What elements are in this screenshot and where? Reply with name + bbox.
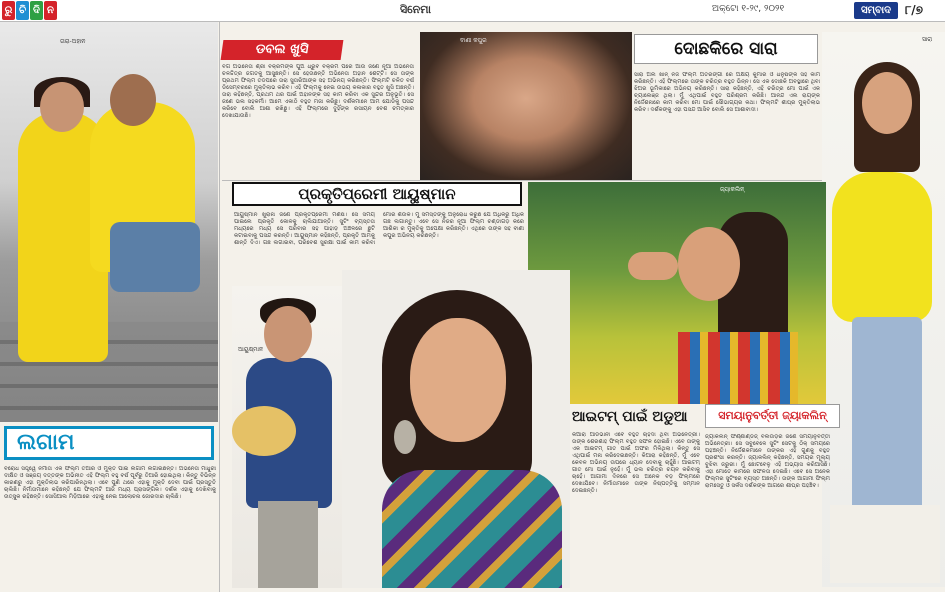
jacqueline-body: ଜ୍ୟାକଲିନ୍ ଫର୍ଣ୍ଣାଣ୍ଡିଜ୍ ବଲିଉଡ଼ର ଜଣେ ସମୟାନୁବର୍ତ୍ତୀ ଅଭିନେତ୍ରୀ। ସେ ସବୁବେଳେ ସୁଟିଂ ସେଟକୁ ଠିକ୍ ସମୟରେ ପହଞ୍ଚନ୍ତି। ନିର୍ଦ୍ଦେଶକମାନେ ତାଙ୍କର ଏହି ଗୁଣକୁ ବହୁତ ପ୍ରଶଂସା କରନ୍ତି। ଜ୍ୟାକଲିନ୍ କହିଛନ୍ତି, ସମୟର ମୂଲ୍ୟ ବୁଝିବା ଜରୁରୀ। ମୁଁ ଛୋଟବେଳୁ ଏହି ଅଭ୍ୟାସ କରିଆସିଛି। ଏହା ମୋତେ କାମରେ ସଫଳତା ଦେଇଛି। ଏବେ ସେ ଅନେକ ଫିଲ୍ମର ସୁଟିଂରେ ବ୍ୟସ୍ତ ଅଛନ୍ତି। ତାଙ୍କ ଆଗାମୀ ଫିଲ୍ମ ରାମସେତୁ ଓ ସର୍କସ ଦର୍ଶକଙ୍କ ଆଗରେ ଶୀଘ୍ର ପହଞ୍ଚିବ। xyxy=(705,434,830,489)
masthead-letter: ରୁ xyxy=(2,1,15,20)
masthead-letter: ଚି xyxy=(16,1,29,20)
vaani-credit: ବାଣୀ କପୁର xyxy=(460,37,487,44)
jacqueline-headline-box xyxy=(705,404,840,428)
vaani-photo xyxy=(420,32,632,180)
masthead-letter: ଦି xyxy=(30,1,43,20)
sara-body: ସାରା ଅଲି ଖାନ୍ ନିଜ ଫିଲ୍ମ ଅତରଙ୍ଗୀ ରେ ଅକ୍ଷୟ କୁମାର ଓ ଧନୁଷଙ୍କ ସହ କାମ କରିଛନ୍ତି। ଏହି ଫିଲ୍ମରେ ତାଙ୍କ ଚରିତ୍ର ବହୁତ ଭିନ୍ନ। ସେ ଏକ ଦୋଛକି ଅବସ୍ଥାରେ ଥିବା ଝିଅର ଭୂମିକାରେ ଅଭିନୟ କରିଛନ୍ତି। ସାରା କହିଛନ୍ତି, ଏହି ଚରିତ୍ର ମୋ ପାଇଁ ଏକ ଚ୍ୟାଲେଞ୍ଜ ଥିଲା। ମୁଁ ଏଥିପାଇଁ ବହୁତ ପରିଶ୍ରମ କରିଛି। ଆନନ୍ଦ ଏଲ ରାୟଙ୍କ ନିର୍ଦ୍ଦେଶନାରେ କାମ କରିବା ମୋ ପାଇଁ ସୌଭାଗ୍ୟର କଥା। ଫିଲ୍ମଟି ଶୀଘ୍ର ମୁକ୍ତିଲାଭ କରିବ। ଦର୍ଶକଙ୍କୁ ଏହା ପସନ୍ଦ ଆସିବ ବୋଲି ସେ ଆଶାବାଦୀ। xyxy=(634,72,820,113)
page-number: ୮/୭ xyxy=(905,3,923,17)
row-divider xyxy=(222,180,822,181)
sara-photo xyxy=(822,32,945,587)
ayushmann-body: ଆୟୁଷ୍ମାନ ଖୁରାନା ଜଣେ ପ୍ରକୃତିପ୍ରେମୀ ମଣିଷ। ସେ ସମୟ ପାଇଲେ ପ୍ରକୃତି କୋଳକୁ ଚାଲିଯାଆନ୍ତି। ସୁଟିଂ ବ୍ୟସ୍ତତା ମଧ୍ୟରେ ମଧ୍ୟ ସେ ପରିବାର ସହ ପାହାଡ଼ ଅଞ୍ଚଳରେ ଛୁଟି କଟାଇବାକୁ ପସନ୍ଦ କରନ୍ତି। ଆୟୁଷ୍ମାନ କହିଛନ୍ତି, ପ୍ରକୃତି ଆମକୁ ଶାନ୍ତି ଦିଏ। ଗଛ ଲଗାଇବା, ପରିବେଶ ସୁରକ୍ଷା ପାଇଁ କାମ କରିବା ମୋର ଶଉକ। ମୁଁ ସମସ୍ତଙ୍କୁ ଅନୁରୋଧ କରୁଛି ଯେ ଅଧିକରୁ ଅଧିକ ଗଛ ଲଗାନ୍ତୁ। ଏବେ ସେ ନିଜର ନୂଆ ଫିଲ୍ମ ଚଣ୍ଡୀଗଡ଼ କରେ ଆଶିକୀ ର ମୁକ୍ତିକୁ ଅପେକ୍ଷା କରିଛନ୍ତି। ଏଥିରେ ତାଙ୍କ ସହ ବାଣୀ କପୁର ଅଭିନୟ କରିଛନ୍ତି। xyxy=(234,212,524,246)
couple-photo xyxy=(0,22,218,422)
kiara-body: କିଆରା ଆଡଭାନୀ ଏବେ ବହୁତ ଚାହିଦା ଥିବା ଅଭିନେତ୍ରୀ। ତାଙ୍କ ଶେରଶାହ ଫିଲ୍ମ ବହୁତ ସଫଳ ହୋଇଛି। ଏବେ ତାଙ୍କୁ ଏକ ଆଇଟମ୍ ଗୀତ ପାଇଁ ଅଫର ମିଳିଥିଲା। କିନ୍ତୁ ସେ ଏଥିପାଇଁ ମନା କରିଦେଇଛନ୍ତି। କିଆରା କହିଛନ୍ତି, ମୁଁ ଏବେ କେବଳ ଅଭିନୟ ଉପରେ ଧ୍ୟାନ ଦେବାକୁ ଚାହୁଁଛି। ଆଇଟମ୍ ଗୀତ ମୋ ପାଇଁ ନୁହେଁ। ମୁଁ ଭଲ ଚରିତ୍ର ଚୟନ କରିବାକୁ ଚାହେଁ। ଆଗାମୀ ଦିନରେ ସେ ଅନେକ ବଡ଼ ଫିଲ୍ମରେ ଦେଖାଯିବେ। ନିର୍ମାତାମାନେ ତାଙ୍କ ନିଷ୍ପତ୍ତିକୁ ସମ୍ମାନ ଦେଇଛନ୍ତି। xyxy=(572,432,700,494)
ayushmann-credit: ଆୟୁଷ୍ମାନ xyxy=(238,346,264,353)
issue-date: ଅକ୍ଟୋ ୧-୨୯, ୨୦୨୧ xyxy=(712,4,785,14)
double-joy-body: ବିଗ ଅଭିନେତା ଶ୍ରୀ ବିକ୍ରମଙ୍କ ପୁଅ ଧ୍ରୁବ ବିକ୍ରମ ପରେ ଆଉ ଜଣେ ନୂଆ ଅଭିନେତା ଚଳଚ୍ଚିତ୍ର ଜଗତକୁ ଆସୁଛନ୍ତି। ସେ ହେଉଛନ୍ତି ଅଭିନେତା ଅହାନ ଶେଟ୍ଟି। ସେ ତାଙ୍କ ପ୍ରଥମ ଫିଲ୍ମ ତଡପରେ ତାରା ସୁତାରିଆଙ୍କ ସହ ଅଭିନୟ କରିଛନ୍ତି। ଫିଲ୍ମଟି ଚଳିତ ବର୍ଷ ଡିସେମ୍ବରରେ ମୁକ୍ତିଲାଭ କରିବ। ଏହି ଫିଲ୍ମକୁ ନେଇ ଉଭୟ କଳାକାର ବହୁତ ଖୁସି ଅଛନ୍ତି। ତାରା କହିଛନ୍ତି, ପ୍ରଥମ ଥର ପାଇଁ ଅହାନଙ୍କ ସହ କାମ କରିବା ଏକ ସୁନ୍ଦର ଅନୁଭୂତି। ସେ ଜଣେ ଭଲ ସହକର୍ମୀ। ଆମେ ଏକାଠି ବହୁତ ମଜା କରିଛୁ। ଦର୍ଶକମାନେ ଆମ ଯୋଡିକୁ ପସନ୍ଦ କରିବେ ବୋଲି ଆଶା ରଖିଛୁ। ଏହି ଫିଲ୍ମରେ ଦୁହିଁଙ୍କ ରସାୟନ ବେଶ ଚମତ୍କାର ଦେଖାଯାଉଛି। xyxy=(222,64,414,119)
section-title: ସିନେମା xyxy=(400,3,431,16)
ayushmann-photo xyxy=(232,286,342,588)
jacqueline-headline: ସମୟାନୁବର୍ତ୍ତୀ ଜ୍ୟାକଲିନ୍ xyxy=(718,409,827,422)
column-divider xyxy=(219,22,220,592)
kiara-photo xyxy=(342,270,570,588)
photo-credit: ତାରା-ଅହାନ xyxy=(60,38,86,45)
ayushmann-headline: ପ୍ରକୃତିପ୍ରେମୀ ଆୟୁଷ୍ମାନ xyxy=(232,182,522,206)
masthead-letter: ନ xyxy=(44,1,57,20)
lagam-headline-box xyxy=(4,426,214,460)
jacqueline-photo xyxy=(528,182,826,404)
jacqueline-shoes-photo xyxy=(830,505,940,583)
double-joy-headline: ଡବଲ ଖୁସି xyxy=(221,40,344,60)
page-header xyxy=(0,0,945,22)
kiara-headline: ଆଇଟମ୍ ପାଇଁ ଅଡୁଆ xyxy=(572,409,688,425)
paper-logo: ସମ୍ବାଦ xyxy=(854,2,898,19)
sara-headline: ଦୋଛକିରେ ସାରା xyxy=(674,39,778,59)
jacqueline-credit: ଜ୍ୟାକଲିନ୍ xyxy=(720,186,745,193)
sara-headline-box xyxy=(634,34,818,64)
sara-credit: ସାରା xyxy=(922,36,933,43)
masthead-logo xyxy=(2,1,57,21)
lagam-body: ବିରୋଧ ସତ୍ତ୍ୱେ ନିର୍ମାତା ଏକ ଫିଲ୍ମ ତିଆରି ଓ ମୁକ୍ତି ପାଇଁ ଲଗାମ ଲଗାଇଛନ୍ତି। ଅଭିନେତା ମାଧୁରୀ ଦୀକ୍ଷିତ ଓ ସଞ୍ଜୟ ଦତ୍ତଙ୍କ ଅଭିନୀତ ଏହି ଫିଲ୍ମ ବହୁ ବର୍ଷ ପୂର୍ବରୁ ତିଆରି ହୋଇଥିଲା। କିନ୍ତୁ ବିଭିନ୍ନ କାରଣରୁ ଏହା ମୁକ୍ତିଲାଭ କରିପାରିନଥିଲା। ଏବେ ପୁଣି ଥରେ ଏହାକୁ ମୁକ୍ତି ଦେବା ପାଇଁ ପ୍ରସ୍ତୁତି ଚାଲିଛି। ନିର୍ମାତାମାନେ କହିଛନ୍ତି ଯେ ଫିଲ୍ମଟି ଆଜି ମଧ୍ୟ ପ୍ରାସଙ୍ଗିକ। ଦର୍ଶକ ଏହାକୁ ଦେଖିବାକୁ ଉତ୍ସୁକ ରହିଛନ୍ତି। ସୋସିଆଲ ମିଡ଼ିଆରେ ଏହାକୁ ନେଇ ଆଲୋଚନା ଜୋରଦାର ଚାଲିଛି। xyxy=(4,466,216,500)
lagam-headline: ଲଗାମ xyxy=(17,430,75,455)
